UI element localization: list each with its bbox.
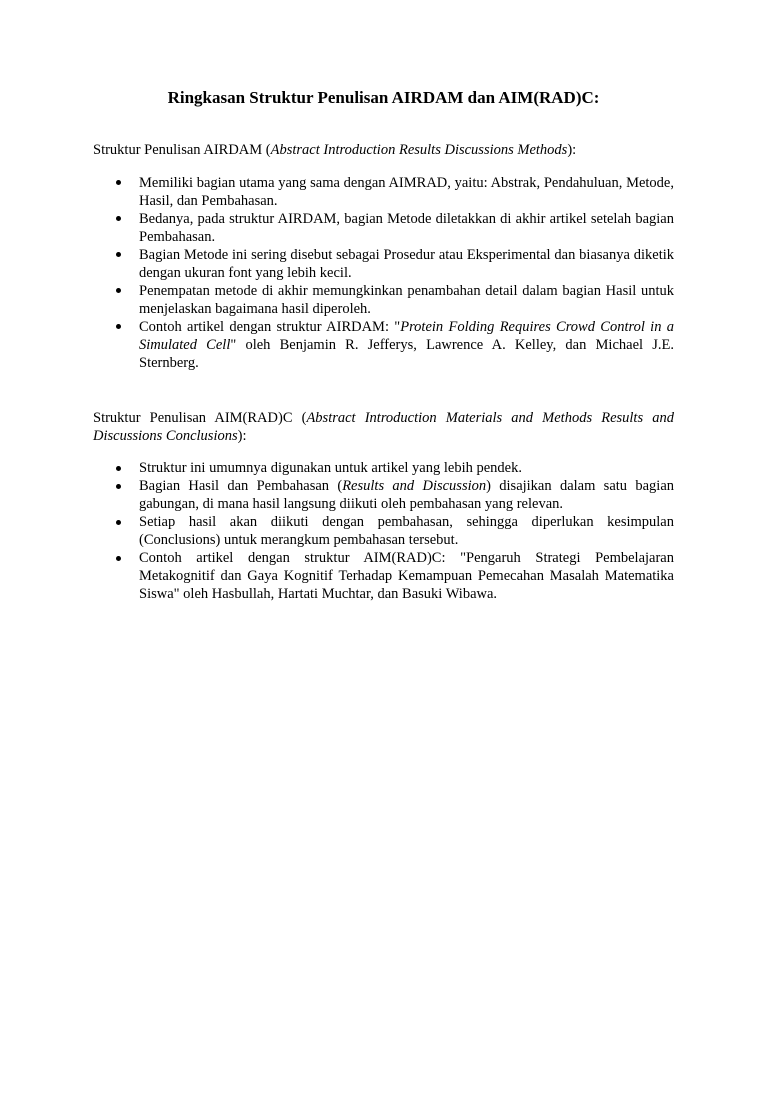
list-item-text: Setiap hasil akan diikuti dengan pembahasan, sehingga diperlukan kesimpulan (Conclusions) untuk merangkum pembahasan tersebut. [139, 514, 674, 548]
document-title: Ringkasan Struktur Penulisan AIRDAM dan AIM(RAD)C: [167, 88, 600, 107]
list-item-text: Struktur ini umumnya digunakan untuk artikel yang lebih pendek. [139, 460, 522, 476]
list-item-text: " oleh Benjamin R. Jefferys, Lawrence A. Kelley, dan Michael J.E. Sternberg. [139, 336, 674, 371]
heading-text: Struktur Penulisan AIM(RAD)C ( [93, 409, 307, 426]
list-item-text: ) disajikan dalam satu bagian gabungan, di mana hasil langsung diikuti oleh pembahasan yang relevan. [139, 478, 675, 512]
list-item [93, 246, 674, 282]
section-airdam [93, 141, 674, 372]
list-item [93, 174, 674, 210]
list-item [93, 282, 674, 318]
section-aimradc [93, 409, 674, 604]
bullet-icon [116, 484, 121, 489]
list-item [93, 459, 674, 477]
heading-italic-text: Abstract Introduction Results Discussions Methods [270, 142, 568, 158]
article-title-italic: Protein Folding Requires Crowd Control in a Simulated Cell [139, 318, 675, 353]
bullet-icon [116, 466, 121, 471]
bullet-icon [116, 324, 121, 329]
document-page [0, 86, 768, 1110]
bullet-list-airdam [93, 174, 674, 372]
heading-text: ): [237, 427, 247, 444]
list-item-text: Contoh artikel dengan struktur AIM(RAD)C: "Pengaruh Strategi Pembelajaran Metakognitif dan Gaya Kognitif Terhadap Kemampuan Pemecahan Masalah Matematika Siswa" oleh Hasbullah, Hartati Muchtar, dan Basuki Wibawa. [139, 550, 674, 602]
bullet-list-aimradc [93, 459, 674, 603]
bullet-icon [116, 216, 121, 221]
heading-text: ): [567, 142, 577, 158]
heading-text: Struktur Penulisan AIRDAM ( [93, 142, 271, 158]
term-italic: Results and Discussion [342, 478, 487, 494]
list-item [93, 513, 674, 549]
list-item [93, 477, 674, 513]
list-item [93, 549, 674, 603]
bullet-icon [116, 520, 121, 525]
list-item-text: Bedanya, pada struktur AIRDAM, bagian Metode diletakkan di akhir artikel setelah bagian Pembahasan. [139, 210, 674, 245]
bullet-icon [116, 288, 121, 293]
bullet-icon [116, 556, 121, 561]
list-item [93, 318, 674, 372]
section-heading-airdam [93, 141, 674, 159]
list-item [93, 210, 674, 246]
section-heading-aimradc [93, 409, 674, 445]
bullet-icon [116, 252, 121, 257]
list-item-text: Contoh artikel dengan struktur AIRDAM: " [139, 318, 401, 335]
heading-italic-text: Abstract Introduction Materials and Methods Results and Discussions Conclusions [93, 409, 674, 444]
list-item-text: Penempatan metode di akhir memungkinkan penambahan detail dalam bagian Hasil untuk menjelaskan bagaimana hasil diperoleh. [139, 282, 674, 317]
list-item-text: Bagian Hasil dan Pembahasan ( [139, 478, 343, 494]
list-item-text: Memiliki bagian utama yang sama dengan AIMRAD, yaitu: Abstrak, Pendahuluan, Metode, Hasil, dan Pembahasan. [139, 174, 674, 209]
bullet-icon [116, 180, 121, 185]
list-item-text: Bagian Metode ini sering disebut sebagai Prosedur atau Eksperimental dan biasanya diketik dengan ukuran font yang lebih kecil. [139, 246, 674, 281]
